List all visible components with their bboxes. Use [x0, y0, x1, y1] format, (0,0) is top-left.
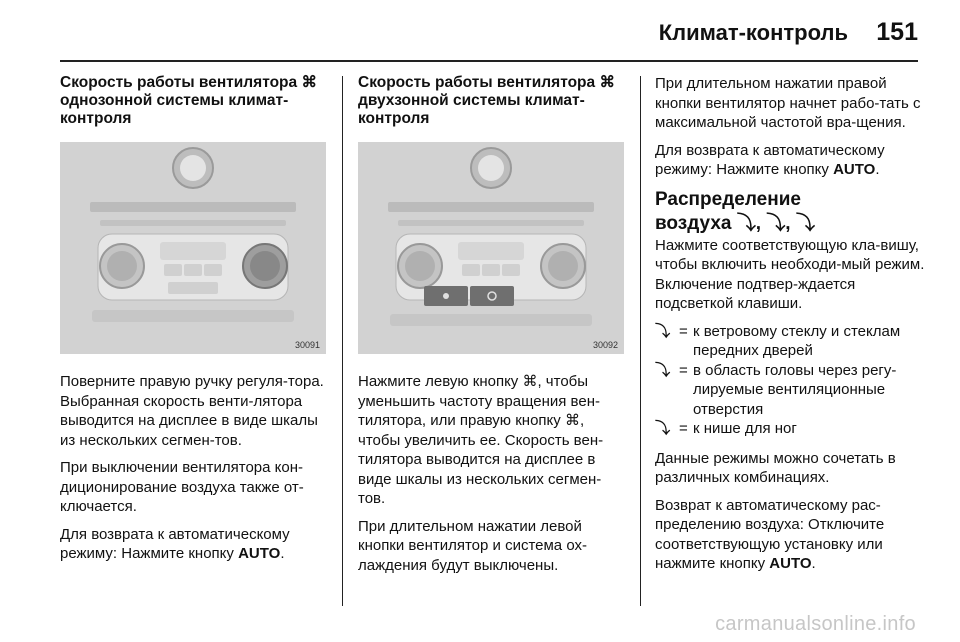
header-divider	[60, 60, 918, 62]
column-divider	[640, 76, 641, 606]
paragraph: При выключении вентилятора кон-диционирование воздуха также от-ключается.	[60, 459, 304, 515]
definition-text: к ветровому стеклу и стеклам передних дверей	[693, 322, 901, 359]
column-2	[358, 74, 626, 608]
paragraph: Поверните правую ручку регуля-тора. Выбранная скорость венти-лятора выводится на дисплее в виде шкалы из нескольких сегмен-тов.	[60, 373, 324, 449]
air-distribution-list	[655, 322, 925, 439]
paragraph-text: Возврат к автоматическому рас-пределению воздуха: Отключите соответствующую установку или нажмите кнопку	[655, 496, 885, 572]
paragraph: Нажмите левую кнопку ⌘, чтобы уменьшить частоту вращения вен-тилятора, или правую кнопку ⌘, чтобы увеличить ее. Скорость вен-тилятора выводится на дисплее в виде шкалы из нескольких сегмен-тов.	[358, 373, 604, 507]
air-distribution-icon: ⤵	[655, 361, 671, 379]
climate-panel-figure-dual-zone	[358, 142, 624, 354]
list-item	[655, 322, 925, 361]
air-distribution-icon: ⤵	[655, 322, 671, 340]
paragraph-end: .	[811, 555, 816, 572]
section-heading-air-distribution	[655, 188, 925, 236]
page-number: 151	[876, 18, 918, 46]
watermark: carmanualsonline.info	[715, 613, 916, 635]
paragraph: Нажмите соответствующую кла-вишу, чтобы включить необходи-мый режим. Включение подтвер-ждается подсветкой клавиши.	[655, 236, 925, 312]
paragraph-end: .	[875, 161, 880, 178]
list-item	[655, 361, 925, 420]
heading-line: воздуха ⤵, ⤵, ⤵	[655, 212, 815, 234]
air-distribution-icon: ⤵	[655, 420, 671, 437]
equals-sign: =	[679, 322, 688, 340]
paragraph: При длительном нажатии левой кнопки вентилятор и система ох-лаждения будут выключены.	[358, 517, 587, 574]
figure-number: 30092	[592, 340, 618, 350]
column-divider	[342, 76, 343, 606]
paragraph-text: Для возврата к автоматическому режиму: Нажмите кнопку	[655, 141, 885, 178]
column-1	[60, 74, 328, 608]
paragraph: Данные режимы можно сочетать в различных комбинациях.	[655, 449, 896, 486]
climate-panel-drawing	[358, 142, 624, 354]
auto-button-label: AUTO	[833, 161, 876, 178]
paragraph-text: Для возврата к автоматическому режиму: Нажмите кнопку	[60, 525, 290, 562]
definition-text: к нише для ног	[693, 420, 797, 437]
equals-sign: =	[679, 420, 688, 437]
paragraph: При длительном нажатии правой кнопки вентилятор начнет рабо-тать с максимальной частотой вра-щения.	[655, 75, 921, 131]
section-heading-dual-zone: Скорость работы вентилятора ⌘ двухзонной системы климат-контроля	[358, 74, 615, 127]
paragraph	[60, 525, 328, 564]
auto-button-label: AUTO	[238, 545, 281, 562]
climate-panel-figure-single-zone	[60, 142, 326, 354]
list-item	[655, 419, 925, 439]
definition-text: в область головы через регу-лируемые вентиляционные отверстия	[693, 361, 897, 418]
heading-line: Распределение	[655, 188, 801, 210]
auto-button-label: AUTO	[769, 555, 812, 572]
paragraph-end: .	[280, 545, 285, 562]
climate-panel-drawing	[60, 142, 326, 354]
page-header	[0, 0, 960, 66]
page-title: Климат-контроль	[658, 20, 848, 45]
column-3	[655, 74, 925, 608]
equals-sign: =	[679, 361, 688, 379]
paragraph	[655, 496, 925, 574]
section-heading-single-zone: Скорость работы вентилятора ⌘ однозонной системы климат-контроля	[60, 74, 317, 127]
paragraph	[655, 141, 925, 180]
figure-number: 30091	[294, 340, 320, 350]
